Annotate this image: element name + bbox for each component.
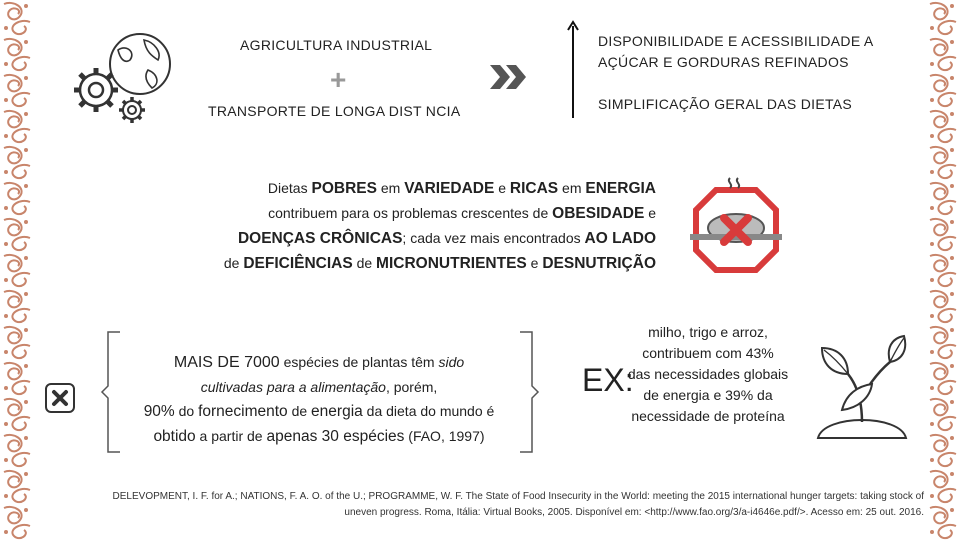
- ex-label: EX:: [582, 362, 634, 398]
- stop-sign-food-icon: [686, 176, 786, 276]
- sprout-icon: [812, 334, 912, 444]
- gears-globe-icon: [70, 30, 174, 130]
- simplificacao-label: SIMPLIFICAÇÃO GERAL DAS DIETAS: [598, 96, 853, 112]
- especies-line-2: cultivadas para a alimentação, porém,: [200, 379, 438, 395]
- reference-citation: DELEVOPMENT, I. F. for A.; NATIONS, F. A. O. of the U.; PROGRAMME, W. F. The State of Food Insecurity in the World: meeting the 2015 international hunger targets: taking stock of uneven progress. Roma, Itália: Virtual Books, 2005. Disponível em: <http://www.fao.org/3/a-i4646e.pdf/>. Acesso em: 25 out. 2016.: [112, 491, 924, 518]
- left-decorative-border: [0, 0, 34, 540]
- agricultura-industrial-label: AGRICULTURA INDUSTRIAL: [240, 37, 433, 53]
- transporte-longa-distancia-label: TRANSPORTE DE LONGA DIST NCIA: [208, 103, 461, 119]
- right-decorative-border: [926, 0, 960, 540]
- milho-trigo-arroz-paragraph: milho, trigo e arroz, contribuem com 43% das necessidades globais de energia e 39% da necessidade de proteína: [627, 324, 789, 424]
- especies-line-4: obtido a partir de apenas 30 espécies (FAO, 1997): [153, 428, 485, 445]
- dietas-line-1: Dietas POBRES em VARIEDADE e RICAS em ENERGIA: [267, 180, 656, 197]
- especies-paragraph: [112, 350, 526, 449]
- vertical-arrow: [566, 20, 580, 120]
- especies-line-1: MAIS DE 7000 espécies de plantas têm sido: [173, 354, 465, 371]
- dietas-line-3: DOENÇAS CRÔNICAS; cada vez mais encontrados AO LADO: [237, 230, 656, 247]
- close-icon: [44, 382, 76, 414]
- double-chevron-icon: [488, 62, 528, 92]
- plus-icon: +: [330, 64, 347, 95]
- especies-line-3: 90% do fornecimento de energia da dieta do mundo é: [143, 403, 495, 420]
- dietas-line-4: de DEFICIÊNCIAS de MICRONUTRIENTES e DESNUTRIÇÃO: [223, 255, 656, 272]
- disponibilidade-label: DISPONIBILIDADE E ACESSIBILIDADE A AÇÚCAR E GORDURAS REFINADOS: [598, 33, 874, 70]
- dietas-paragraph: [136, 176, 656, 276]
- dietas-line-2: contribuem para os problemas crescentes de OBESIDADE e: [268, 205, 656, 222]
